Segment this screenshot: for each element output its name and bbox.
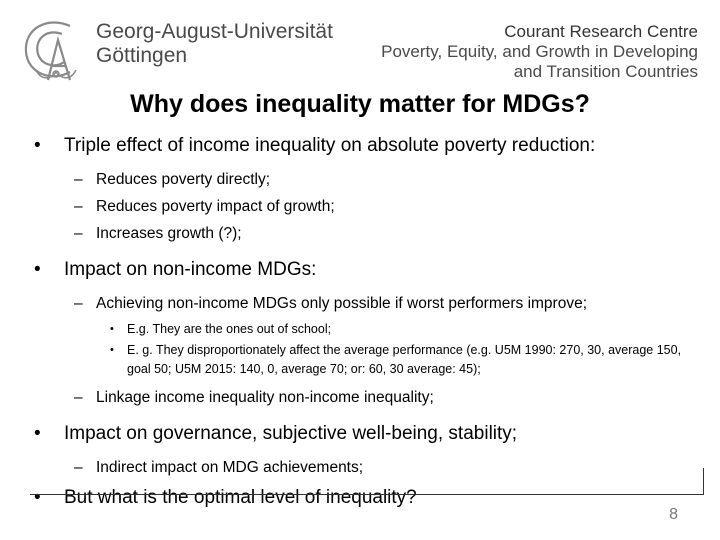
university-name-line1: Georg-August-Universität (96, 20, 333, 43)
footer-divider (30, 494, 704, 495)
research-centre-line3: and Transition Countries (513, 62, 698, 81)
sub-bullet-reduces-poverty-directly: – Reduces poverty directly; (32, 169, 708, 191)
sub-bullet-linkage-inequality: – Linkage income inequality non-income inequality; (32, 387, 708, 409)
page-number: 8 (669, 506, 678, 523)
sub-bullet-reduces-poverty-impact: – Reduces poverty impact of growth; (32, 196, 708, 218)
bullet-governance: • Impact on governance, subjective well-being, stability; (32, 423, 708, 445)
bullet-optimal-level: • But what is the optimal level of inequality? (32, 487, 708, 509)
sub-sub-bullet-average-performance: • E. g. They disproportionately affect the average performance (e.g. U5M 1990: 270, 30, average 150, goal 50; U5M 2015: 140, 0, average 70; or: 60, 30 average: 45); (32, 341, 708, 379)
slide-content (32, 135, 708, 521)
sub-bullet-increases-growth: – Increases growth (?); (32, 223, 708, 245)
university-seal-logo (18, 16, 90, 88)
sub-bullet-worst-performers: – Achieving non-income MDGs only possible if worst performers improve; (32, 293, 708, 315)
sub-sub-bullet-out-of-school: • E.g. They are the ones out of school; (32, 320, 708, 339)
footer-divider-tick (703, 468, 704, 494)
research-centre-line2: Poverty, Equity, and Growth in Developing (381, 42, 698, 61)
research-centre-name (381, 22, 698, 82)
slide-title: Why does inequality matter for MDGs? (130, 90, 590, 118)
university-name (96, 20, 333, 68)
university-name-line2: Göttingen (96, 44, 188, 67)
research-centre-line1: Courant Research Centre (504, 22, 698, 41)
sub-bullet-indirect-impact: – Indirect impact on MDG achievements; (32, 457, 708, 479)
bullet-triple-effect: • Triple effect of income inequality on absolute poverty reduction: (32, 135, 708, 157)
bullet-non-income-mdgs: • Impact on non-income MDGs: (32, 259, 708, 281)
